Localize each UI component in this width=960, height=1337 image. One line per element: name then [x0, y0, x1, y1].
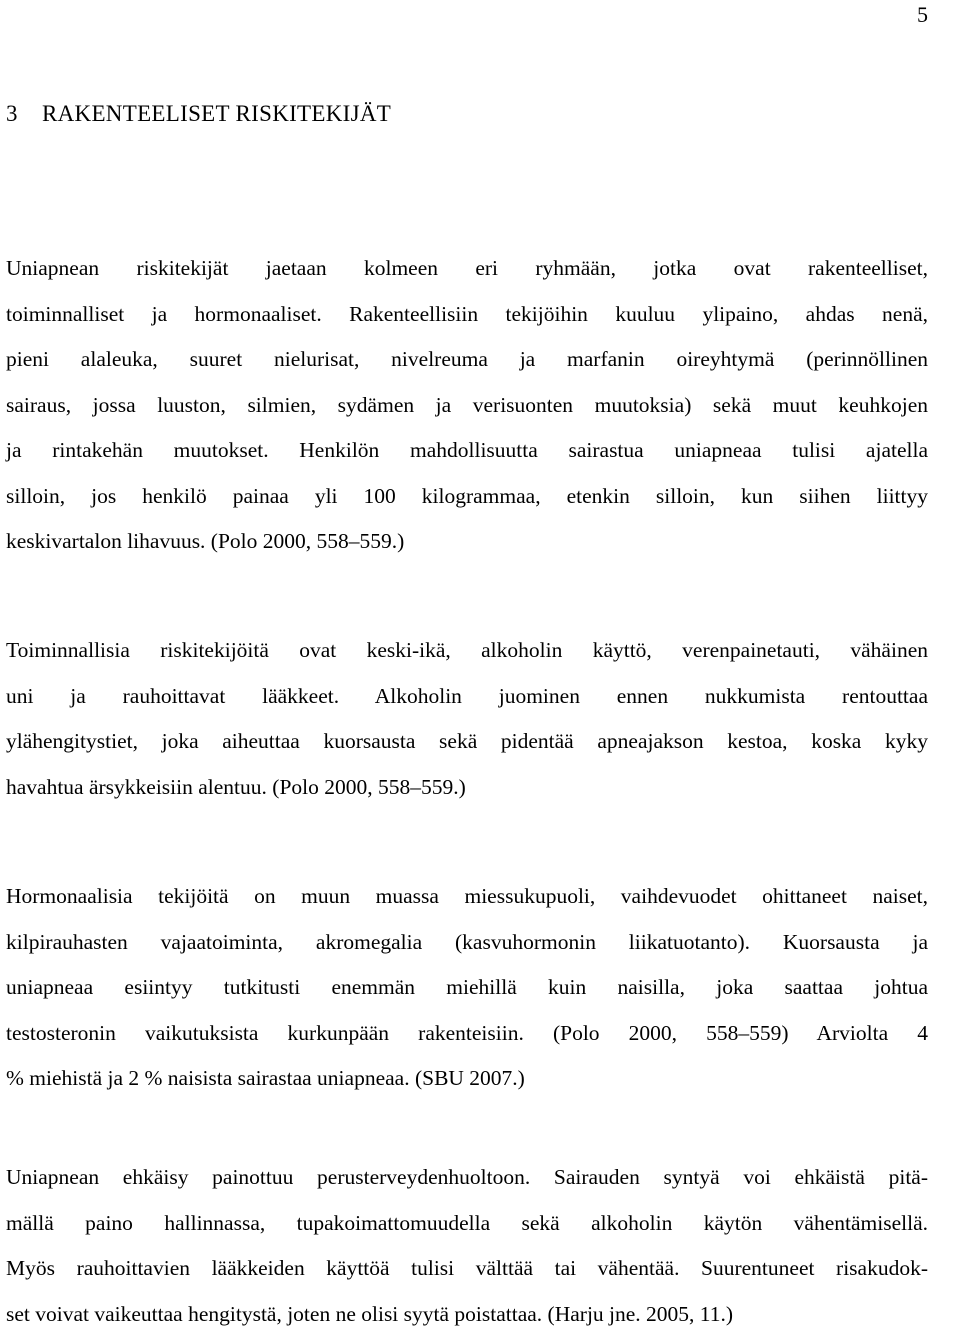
text-line: ylähengitystiet, joka aiheuttaa kuorsausta sekä pidentää apneajakson kestoa, koska kyky: [6, 719, 928, 765]
paragraph-functional-risk-factors: [6, 628, 928, 810]
text-line: silloin, jos henkilö painaa yli 100 kilogrammaa, etenkin silloin, kun siihen liittyy: [6, 474, 928, 520]
section-heading: [6, 100, 391, 128]
section-number: 3: [6, 100, 42, 128]
text-line: uniapneaa esiintyy tutkitusti enemmän miehillä kuin naisilla, joka saattaa johtua: [6, 965, 928, 1011]
text-line: pieni alaleuka, suuret nielurisat, nivelreuma ja marfanin oireyhtymä (perinnöllinen: [6, 337, 928, 383]
text-line: Uniapnean riskitekijät jaetaan kolmeen eri ryhmään, jotka ovat rakenteelliset,: [6, 246, 928, 292]
text-line: Hormonaalisia tekijöitä on muun muassa miessukupuoli, vaihdevuodet ohittaneet naiset,: [6, 874, 928, 920]
text-line: keskivartalon lihavuus. (Polo 2000, 558–559.): [6, 519, 928, 565]
section-title: RAKENTEELISET RISKITEKIJÄT: [42, 101, 391, 126]
text-line: havahtua ärsykkeisiin alentuu. (Polo 2000, 558–559.): [6, 765, 928, 811]
text-line: Myös rauhoittavien lääkkeiden käyttöä tulisi välttää tai vähentää. Suurentuneet risakudok-: [6, 1246, 928, 1292]
text-line: toiminnalliset ja hormonaaliset. Rakenteellisiin tekijöihin kuuluu ylipaino, ahdas nenä,: [6, 292, 928, 338]
text-line: Toiminnallisia riskitekijöitä ovat keski-ikä, alkoholin käyttö, verenpainetauti, vähäinen: [6, 628, 928, 674]
text-line: Uniapnean ehkäisy painottuu perusterveydenhuoltoon. Sairauden syntyä voi ehkäistä pitä-: [6, 1155, 928, 1201]
paragraph-hormonal-risk-factors: [6, 874, 928, 1102]
text-line: testosteronin vaikutuksista kurkunpään rakenteisiin. (Polo 2000, 558–559) Arviolta 4: [6, 1011, 928, 1057]
text-line: uni ja rauhoittavat lääkkeet. Alkoholin juominen ennen nukkumista rentouttaa: [6, 674, 928, 720]
text-line: % miehistä ja 2 % naisista sairastaa uniapneaa. (SBU 2007.): [6, 1056, 928, 1102]
text-line: kilpirauhasten vajaatoiminta, akromegalia (kasvuhormonin liikatuotanto). Kuorsausta ja: [6, 920, 928, 966]
text-line: set voivat vaikeuttaa hengitystä, joten ne olisi syytä poistattaa. (Harju jne. 2005, 11.): [6, 1292, 928, 1337]
page-number: 5: [917, 2, 928, 28]
paragraph-prevention: [6, 1155, 928, 1337]
text-line: ja rintakehän muutokset. Henkilön mahdollisuutta sairastua uniapneaa tulisi ajatella: [6, 428, 928, 474]
text-line: mällä paino hallinnassa, tupakoimattomuudella sekä alkoholin käytön vähentämisellä.: [6, 1201, 928, 1247]
paragraph-structural-risk-factors: [6, 246, 928, 565]
text-line: sairaus, jossa luuston, silmien, sydämen ja verisuonten muutoksia) sekä muut keuhkojen: [6, 383, 928, 429]
